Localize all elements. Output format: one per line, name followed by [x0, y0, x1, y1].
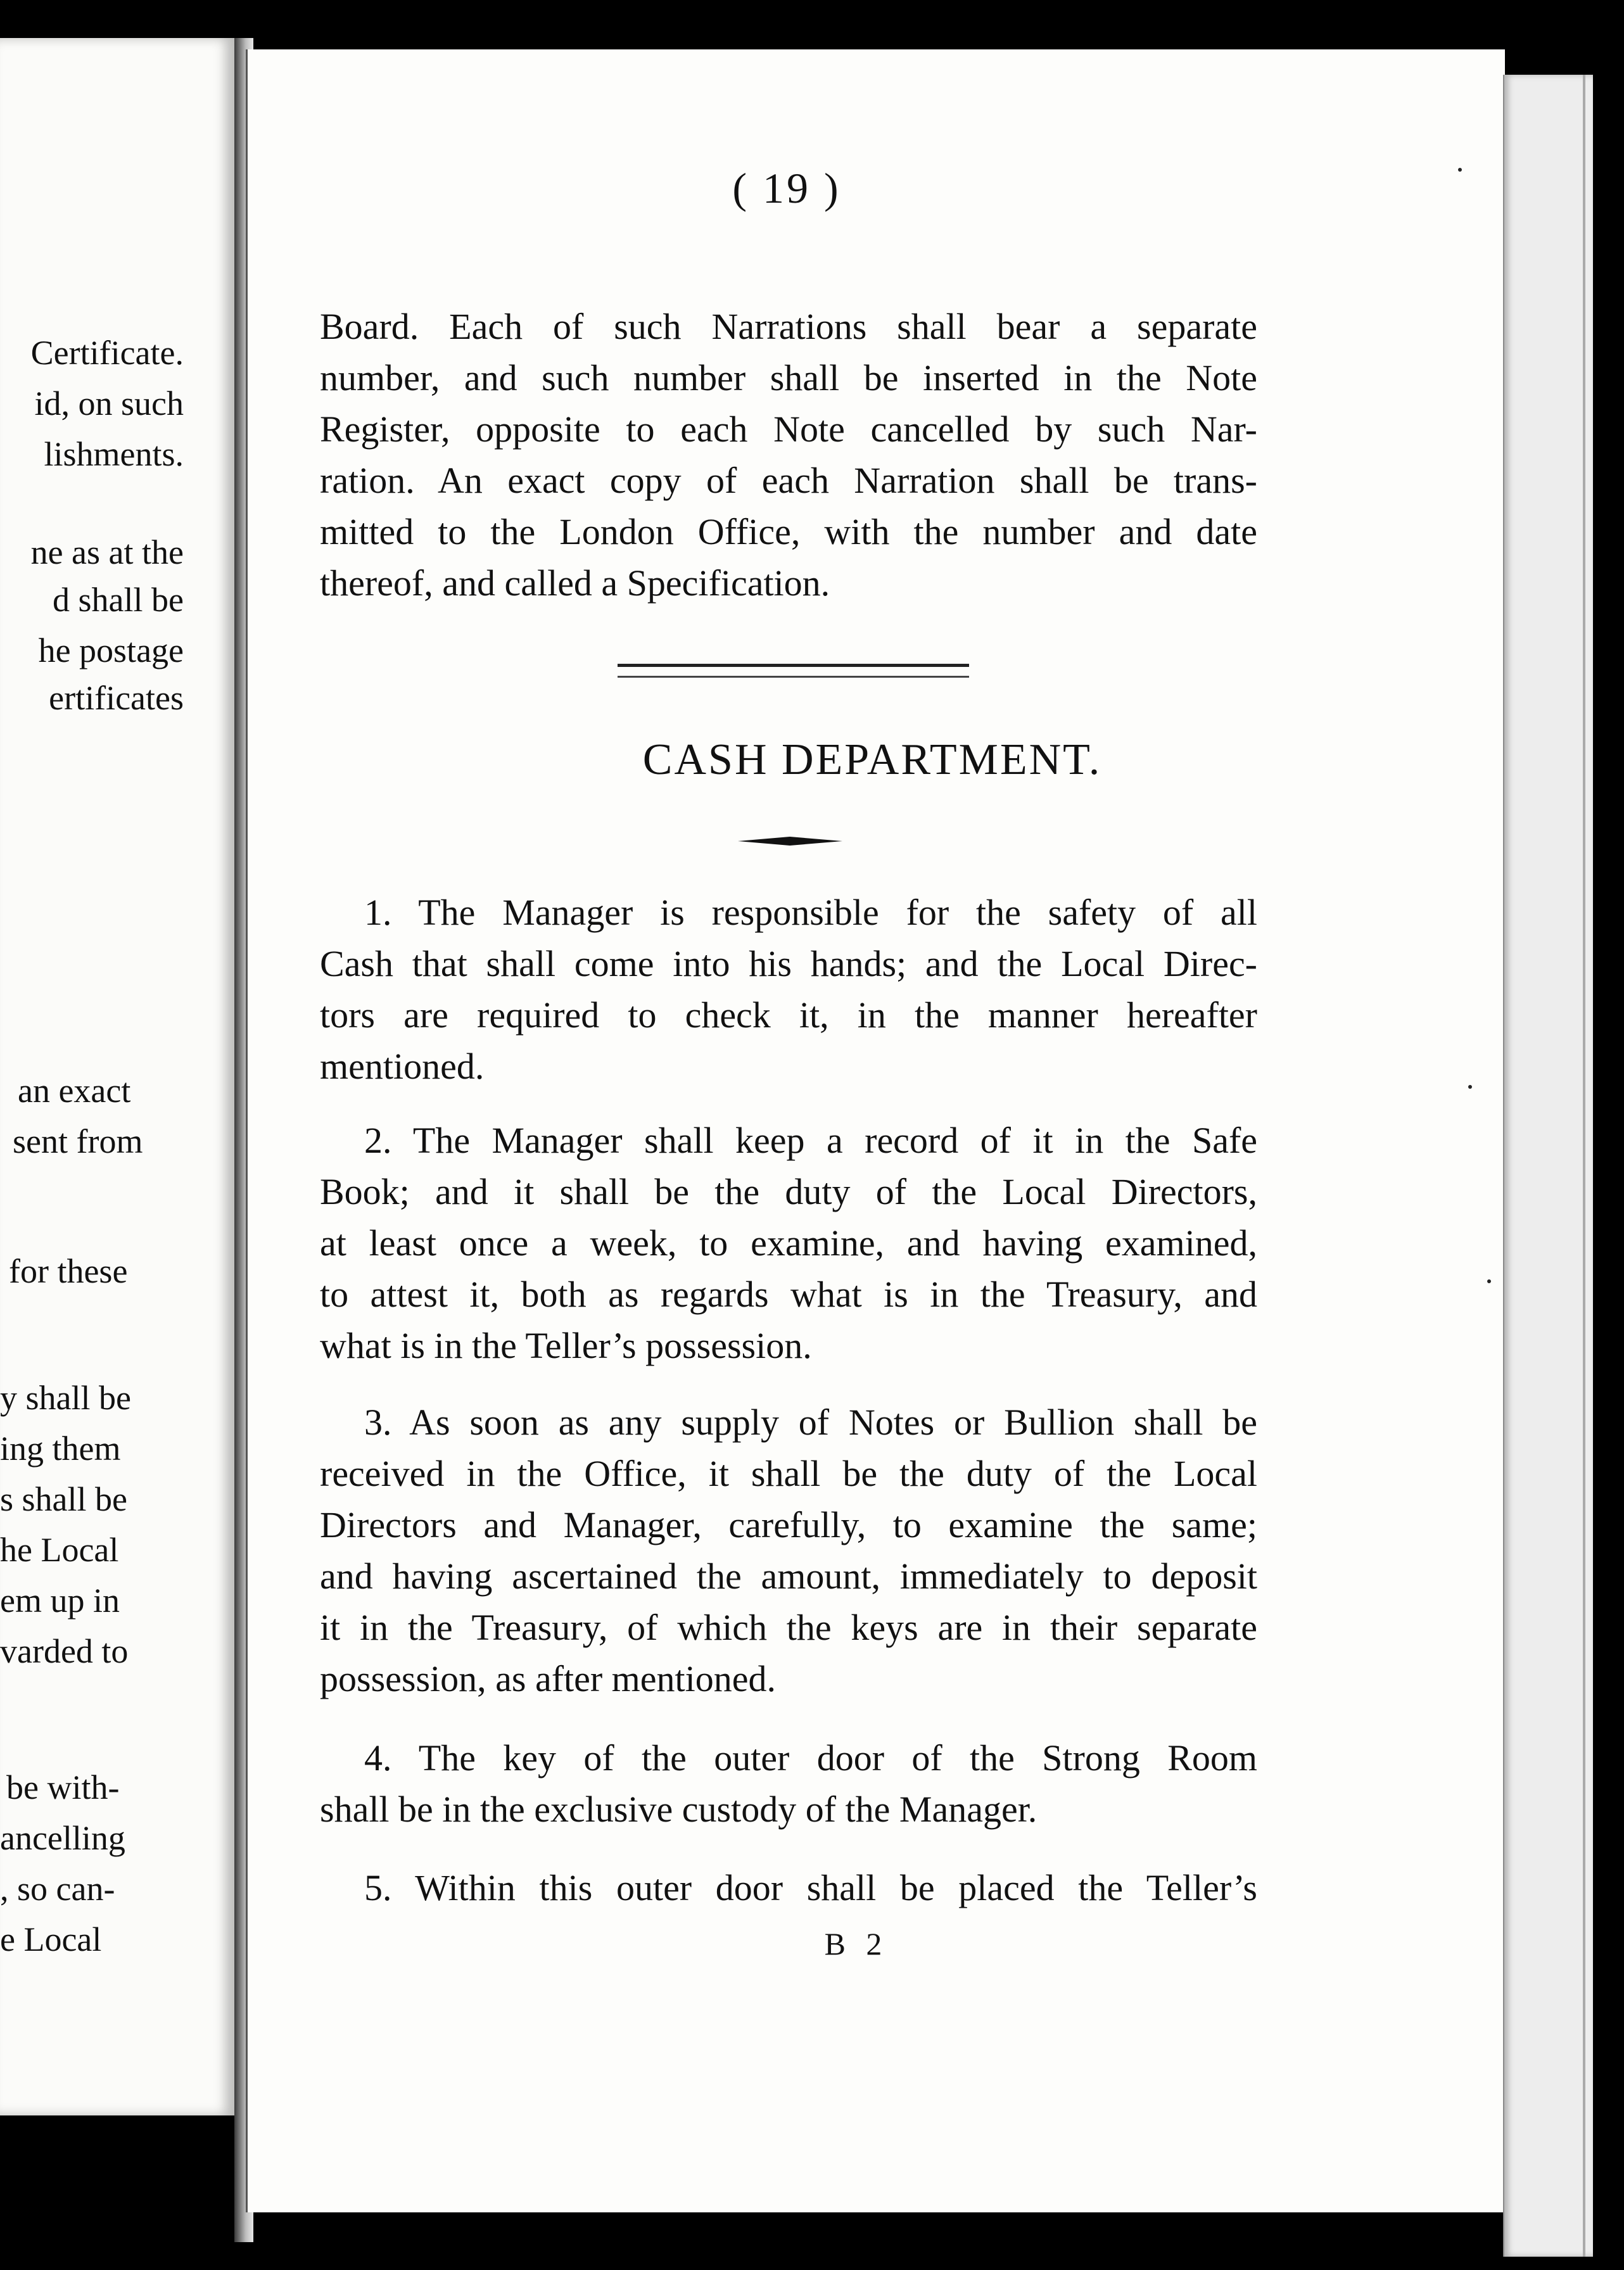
dust-speck	[1487, 1279, 1491, 1283]
text-line: 4. The key of the outer door of the Strong Room	[364, 1737, 1257, 1779]
section-title: CASH DEPARTMENT.	[642, 735, 1102, 784]
text-line: number, and such number shall be inserted in the Note	[320, 357, 1257, 398]
left-page-text	[0, 38, 234, 2115]
text-line: mitted to the London Office, with the number and date	[320, 511, 1257, 552]
text-line: shall be in the exclusive custody of the Manager.	[320, 1789, 1037, 1830]
text-line: it in the Treasury, of which the keys are in their separate	[320, 1607, 1257, 1648]
left-fragment: varded to	[0, 1632, 129, 1670]
dust-speck	[1468, 1085, 1472, 1089]
left-fragment: for these	[9, 1252, 128, 1290]
left-fragment: he Local	[0, 1531, 119, 1569]
intro-paragraph	[320, 301, 1257, 609]
text-line: Book; and it shall be the duty of the Local Directors,	[320, 1171, 1257, 1212]
text-line: tors are required to check it, in the manner hereafter	[320, 994, 1257, 1036]
left-fragment: sent from	[13, 1122, 143, 1160]
left-fragment: Certificate.	[30, 334, 184, 372]
left-fragment: an exact	[18, 1072, 131, 1110]
left-fragment: y shall be	[0, 1379, 131, 1417]
ornament-dash	[738, 835, 842, 847]
paragraph-1	[320, 887, 1257, 1092]
left-fragment: ne as at the	[30, 533, 184, 571]
text-line: 2. The Manager shall keep a record of it in the Safe	[364, 1120, 1257, 1161]
left-fragment: id, on such	[34, 384, 184, 422]
paragraph-4	[320, 1732, 1257, 1835]
left-fragment: ertificates	[49, 679, 184, 717]
text-line: what is in the Teller’s possession.	[320, 1325, 812, 1366]
left-fragment: lishments.	[44, 435, 184, 473]
left-fragment: , so can-	[0, 1870, 115, 1908]
text-line: ration. An exact copy of each Narration shall be trans-	[320, 460, 1257, 501]
text-line: and having ascertained the amount, immediately to deposit	[320, 1556, 1257, 1597]
left-fragment: ancelling	[0, 1819, 125, 1857]
text-line: Directors and Manager, carefully, to examine the same;	[320, 1504, 1257, 1545]
text-line: Board. Each of such Narrations shall bear a separate	[320, 306, 1257, 347]
text-line: Register, opposite to each Note cancelled by such Nar-	[320, 409, 1257, 450]
dust-speck	[1458, 168, 1462, 172]
paragraph-3	[320, 1397, 1257, 1704]
text-line: received in the Office, it shall be the duty of the Local	[320, 1453, 1257, 1494]
left-fragment: ing them	[0, 1430, 121, 1468]
left-fragment: d shall be	[53, 581, 184, 619]
text-line: mentioned.	[320, 1046, 485, 1087]
text-line: 3. As soon as any supply of Notes or Bullion shall be	[364, 1402, 1257, 1443]
page-number: ( 19 )	[732, 164, 841, 212]
left-fragment: he postage	[38, 631, 184, 669]
left-page	[0, 38, 234, 2115]
text-line: 5. Within this outer door shall be placed the Teller’s	[364, 1867, 1257, 1908]
left-fragment: s shall be	[0, 1480, 127, 1518]
text-line: to attest it, both as regards what is in the Treasury, and	[320, 1274, 1257, 1315]
text-line: Cash that shall come into his hands; and the Local Direc-	[320, 943, 1257, 984]
left-fragment: em up in	[0, 1582, 120, 1620]
text-line: at least once a week, to examine, and having examined,	[320, 1222, 1257, 1264]
text-line: thereof, and called a Specification.	[320, 562, 830, 604]
text-line: 1. The Manager is responsible for the safety of all	[364, 892, 1257, 933]
text-line: possession, as after mentioned.	[320, 1658, 777, 1699]
left-fragment: e Local	[0, 1920, 102, 1958]
signature-mark: B 2	[824, 1926, 889, 1962]
double-rule-divider	[618, 664, 969, 678]
paragraph-2	[320, 1115, 1257, 1371]
left-fragment: be with-	[6, 1768, 120, 1806]
paragraph-5	[320, 1862, 1257, 1913]
